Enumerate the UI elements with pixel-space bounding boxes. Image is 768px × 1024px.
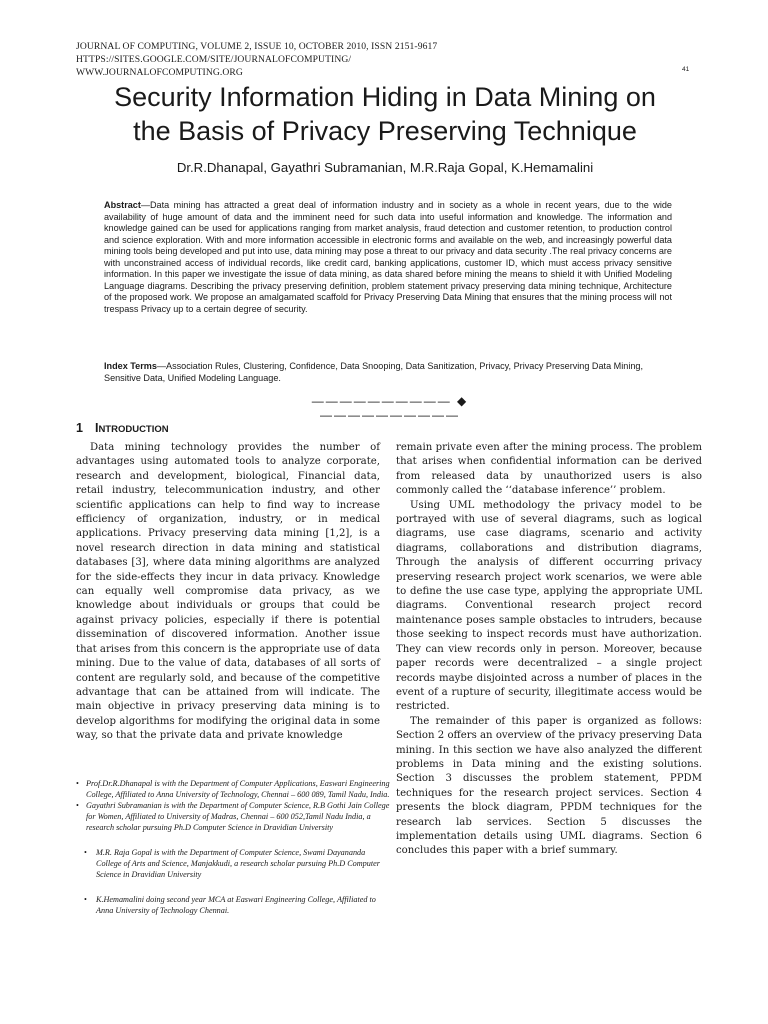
index-terms-label: Index Terms	[104, 361, 157, 371]
intro-paragraph-continued: remain private even after the mining process. The problem that arises when confidential information can be derived from released data by unauthorized users is also commonly called the ‘‘database inference’’ problem.	[396, 442, 702, 497]
footnote-text: Gayathri Subramanian is with the Department of Computer Science, R.B Gothi Jain College for Women, Affiliated to University of Madras, Chennai – 600 052,Tamil Nadu India, a research scholar pursuing Ph.D Computer Science in Dravidian University	[86, 801, 390, 832]
journal-citation: JOURNAL OF COMPUTING, VOLUME 2, ISSUE 10, OCTOBER 2010, ISSN 2151-9617	[76, 41, 438, 52]
journal-header	[76, 40, 676, 79]
paper-title	[40, 80, 730, 148]
footnote-1	[76, 778, 390, 800]
title-line-1: Security Information Hiding in Data Mining on	[114, 82, 656, 112]
abstract-text: —Data mining has attracted a great deal of information industry and in society as a whole in recent years, due to the wide availability of huge amount of data and the imminent need for such data into useful information and knowledge. The information and knowledge gained can be used for applications ranging from market analysis, fraud detection and customer retention, to production control and science exploration. With and more information accessible in electronic forms and available on the web, and increasingly powerful data mining tools being developed and put into use, data mining may pose a threat to our privacy and data security .The real privacy concerns are with unconstrained access of individual records, like credit card, banking applications, customer ID, which must access privacy sensitive information. In this paper we investigate the issue of data mining, as data shared before mining the means to shield it with Unified Modeling Language diagrams. Describing the privacy preserving definition, problem statement privacy preserving data mining technique, Architecture of the proposed work. We propose an amalgamated scaffold for Privacy Preserving Data Mining that ensures that the mining process will not trespass Privacy up to a certain degree of security.	[104, 200, 672, 314]
footnote-3	[76, 847, 390, 880]
footnote-text: K.Hemamalini doing second year MCA at Easwari Engineering College, Affiliated to Anna University of Technology Chennai.	[96, 895, 376, 915]
footnote-text: M.R. Raja Gopal is with the Department of Computer Science, Swami Dayananda College of Arts and Science, Manjakkudi, a research scholar pursuing Ph.D Computer Science in Dravidian University	[96, 848, 380, 879]
footnote-4	[76, 894, 390, 916]
section-heading-introduction	[76, 421, 169, 435]
section-heading-rest: NTRODUCTION	[98, 424, 169, 435]
footnote-2	[76, 800, 390, 833]
intro-paragraph-2: Using UML methodology the privacy model to be portrayed with use of several diagrams, such as logical diagrams, use case diagrams, scenario and activity diagrams, collaborations and distribution diagrams, Through the analysis of different occurring privacy preserving research project work scenarios, we were able to define the use case type, applying the appropriate UML diagrams. Conventional research project record maintenance poses sample obstacles to intruders, because those seeking to inspect records must have authorization. They can view records only in person. Moreover, because paper records were decentralized – a single project records maybe disjointed across a number of places in the event of a rupture of security, illegitimate access would be restricted.	[396, 499, 702, 713]
bullet-icon: •	[76, 801, 79, 810]
footnote-text: Prof.Dr.R.Dhanapal is with the Department of Computer Applications, Easwari Engineering College, Affiliated to Anna University of Technology, Chennai – 600 089, Tamil Nadu, India.	[86, 779, 390, 799]
bullet-icon: •	[84, 895, 87, 904]
journal-website[interactable]: WWW.JOURNALOFCOMPUTING.ORG	[76, 67, 243, 78]
body-column-left	[76, 441, 380, 744]
section-separator: —————————— ◆ ——————————	[311, 394, 469, 422]
abstract	[104, 200, 672, 315]
intro-paragraph-1: Data mining technology provides the number of advantages using automated tools to analyze corporate, research and development, biological, Financial data, retail industry, telecommunication industry, and other scientific applications can help to find way to increase efficiency of organization, industry, or in medical applications. Privacy preserving data mining [1,2], is a novel research direction in data mining and statistical databases [3], where data mining algorithms are analyzed for the side-effects they incur in data privacy. Knowledge can equally well compromise data privacy, as we knowledge about individuals or groups that could be against privacy policies, especially if there is potential dissemination of discovered information. Another issue that arises from this concern is the appropriate use of data mining. Due to the value of data, databases of all sorts of content are regularly sold, and because of the competitive advantage that can be attained from will indicate. The main objective in privacy preserving data mining is to develop algorithms for modifying the original data in some way, so that the private data and private knowledge	[76, 442, 380, 742]
author-list: Dr.R.Dhanapal, Gayathri Subramanian, M.R.Raja Gopal, K.Hemamalini	[176, 160, 594, 175]
page-number: 41	[682, 66, 690, 73]
index-terms	[104, 360, 672, 384]
author-footnotes	[76, 778, 390, 916]
section-number: 1	[76, 421, 83, 435]
body-column-right	[396, 441, 702, 859]
journal-url[interactable]: HTTPS://SITES.GOOGLE.COM/SITE/JOURNALOFCOMPUTING/	[76, 54, 352, 65]
section-heading-initial: I	[94, 421, 99, 435]
abstract-label: Abstract	[104, 200, 141, 210]
bullet-icon: •	[84, 848, 87, 857]
bullet-icon: •	[76, 779, 79, 788]
index-terms-text: —Association Rules, Clustering, Confidence, Data Snooping, Data Sanitization, Privacy, Privacy Preserving Data Mining, Sensitive Data, Unified Modeling Language.	[104, 361, 643, 383]
intro-paragraph-3: The remainder of this paper is organized as follows: Section 2 offers an overview of the privacy preserving Data mining. In this section we have also analyzed the different problems in Data mining and the existing solutions. Section 3 discusses the problem statement, PPDM techniques for the research project services. Section 4 presents the block diagram, PPDM techniques for the research lab services. Section 5 discusses the implementation details using UML diagrams. Section 6 concludes this paper with a brief summary.	[396, 715, 702, 857]
title-line-2: the Basis of Privacy Preserving Technique	[133, 116, 637, 146]
